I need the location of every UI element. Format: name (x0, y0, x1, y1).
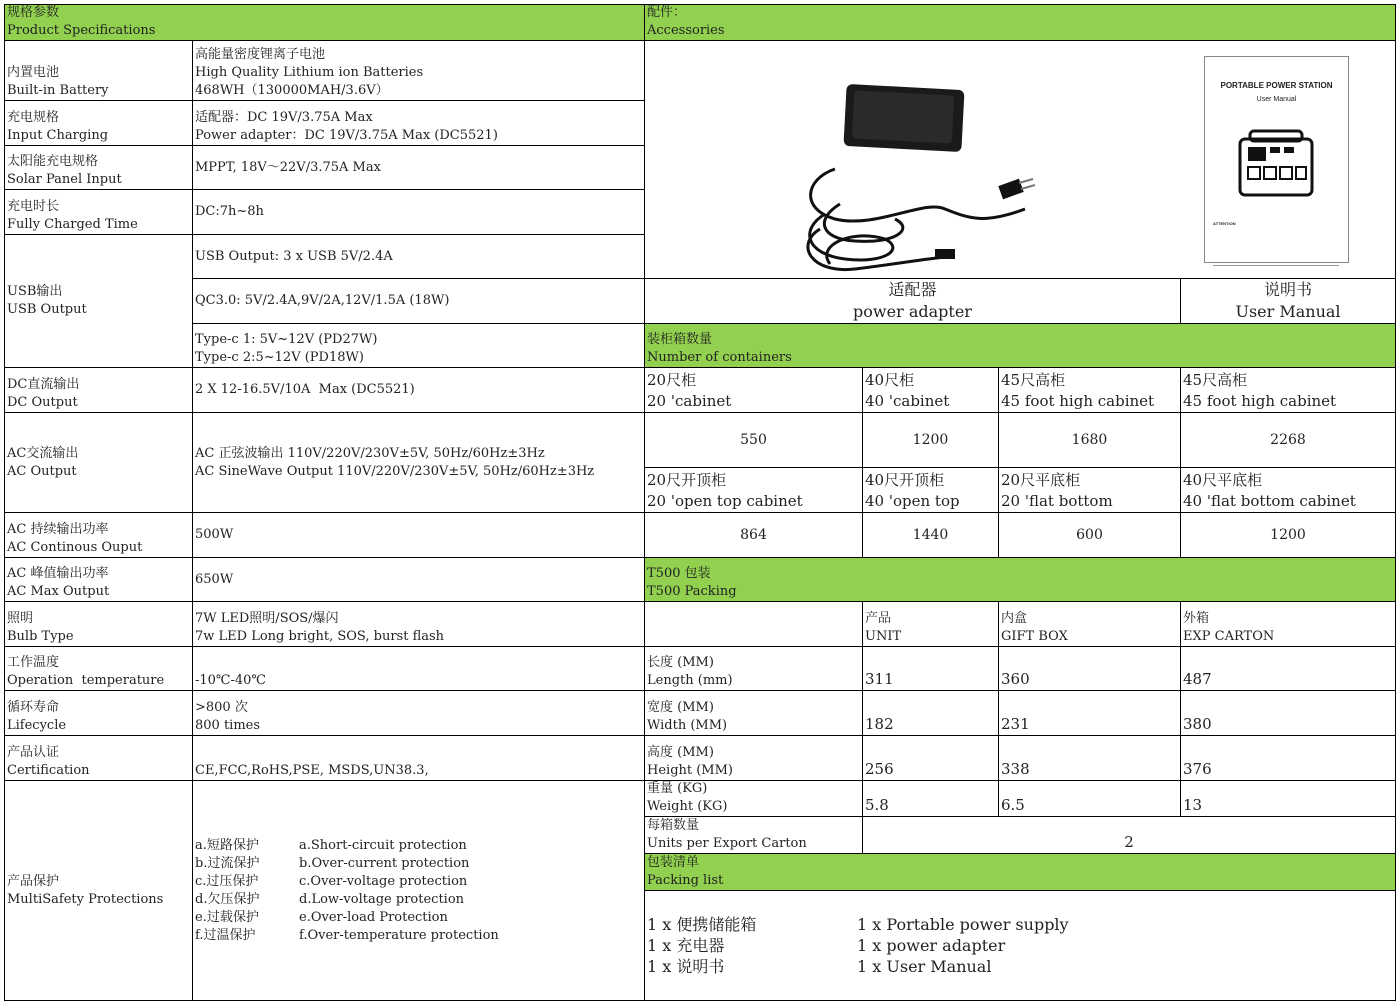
container-value-40ft-open: 1440 (862, 512, 999, 558)
power-adapter-image (795, 79, 1055, 279)
packing-height-unit: 256 (862, 735, 999, 781)
spec-value-battery: 高能量密度锂离子电池 High Quality Lithium ion Batteries 468WH（130000MAH/3.6V） (192, 40, 645, 101)
container-label-20ft: 20尺柜 20 'cabinet (644, 367, 863, 413)
spec-label-certification: 产品认证 Certification (4, 735, 193, 781)
packing-width-gift: 231 (998, 690, 1181, 736)
spec-value-lifecycle: >800 次 800 times (192, 690, 645, 736)
packing-col-unit: 产品 UNIT (862, 601, 999, 647)
spec-value-charge-time: DC:7h~8h (192, 189, 645, 235)
containers-header: 装柜箱数量 Number of containers (644, 323, 1396, 368)
list-item: 1 x 说明书 (647, 957, 725, 976)
packing-weight-unit: 5.8 (862, 780, 999, 817)
spec-label-usb: USB输出 USB Output (4, 234, 193, 368)
spec-label-bulb: 照明 Bulb Type (4, 601, 193, 647)
adapter-caption: 适配器 power adapter (644, 278, 1181, 324)
packing-weight-gift: 6.5 (998, 780, 1181, 817)
packing-length-unit: 311 (862, 646, 999, 691)
packing-length-gift: 360 (998, 646, 1181, 691)
spec-value-dc: 2 X 12-16.5V/10A Max (DC5521) (192, 367, 645, 413)
spec-header (4, 4, 645, 41)
accessories-image-area (644, 40, 1396, 279)
packing-width-carton: 380 (1180, 690, 1396, 736)
packing-units-value: 2 (862, 816, 1396, 854)
spec-value-temperature: -10℃-40℃ (192, 646, 645, 691)
spec-label-ac-continuous: AC 持续输出功率 AC Continous Ouput (4, 512, 193, 558)
packing-list-items (644, 890, 1396, 1001)
list-item: 1 x Portable power supply (857, 915, 1069, 934)
packing-list (647, 914, 1395, 977)
spec-label-temperature: 工作温度 Operation temperature (4, 646, 193, 691)
spec-value-ac-max: 650W (192, 557, 645, 602)
spec-value-usb-a: USB Output: 3 x USB 5V/2.4A (192, 234, 645, 279)
packing-height-carton: 376 (1180, 735, 1396, 781)
spec-value-solar: MPPT, 18V～22V/3.75A Max (192, 145, 645, 190)
accessories-header: 配件： Accessories (644, 4, 1396, 41)
container-label-40ft-open: 40尺开顶柜 40 'open top (862, 467, 999, 513)
spec-label-solar: 太阳能充电规格 Solar Panel Input (4, 145, 193, 190)
container-label-45ft-a: 45尺高柜 45 foot high cabinet (998, 367, 1181, 413)
spec-value-usb-typec: Type-c 1: 5V~12V (PD27W) Type-c 2:5~12V (PD18W) (192, 323, 645, 368)
spec-value-ac-continuous: 500W (192, 512, 645, 558)
list-item: 1 x 充电器 (647, 936, 725, 955)
packing-corner (644, 601, 863, 647)
spec-label-dc: DC直流输出 DC Output (4, 367, 193, 413)
container-value-45ft-a: 1680 (998, 412, 1181, 468)
packing-list-header: 包装清单 Packing list (644, 853, 1396, 891)
spec-label-charge-time: 充电时长 Fully Charged Time (4, 189, 193, 235)
spec-header-en: Product Specifications (7, 23, 156, 38)
spec-label-ac: AC交流输出 AC Output (4, 412, 193, 513)
packing-row-height-label: 高度 (MM) Height (MM) (644, 735, 863, 781)
power-station-icon (1236, 129, 1316, 199)
packing-units-label: 每箱数量 Units per Export Carton (644, 816, 863, 854)
spec-value-input: 适配器：DC 19V/3.75A Max Power adapter：DC 19V/3.75A Max (DC5521) (192, 100, 645, 146)
spec-value-protections (192, 780, 645, 1001)
spec-value-usb-qc: QC3.0: 5V/2.4A,9V/2A,12V/1.5A (18W) (192, 278, 645, 324)
spec-label-battery: 内置电池 Built-in Battery (4, 40, 193, 101)
spec-label-lifecycle: 循环寿命 Lifecycle (4, 690, 193, 736)
user-manual-image (1204, 56, 1349, 263)
spec-value-certification: CE,FCC,RoHS,PSE, MSDS,UN38.3, (192, 735, 645, 781)
spec-value-bulb: 7W LED照明/SOS/爆闪 7w LED Long bright, SOS, burst flash (192, 601, 645, 647)
spec-label-input: 充电规格 Input Charging (4, 100, 193, 146)
manual-cover-title: PORTABLE POWER STATION (1220, 81, 1333, 90)
manual-cover-fine-print (1213, 227, 1339, 279)
packing-row-length-label: 长度 (MM) Length (mm) (644, 646, 863, 691)
container-value-45ft-b: 2268 (1180, 412, 1396, 468)
packing-length-carton: 487 (1180, 646, 1396, 691)
container-label-20ft-flat: 20尺平底柜 20 'flat bottom (998, 467, 1181, 513)
spec-header-cn: 规格参数 (7, 5, 60, 20)
container-value-40ft-flat: 1200 (1180, 512, 1396, 558)
spec-label-ac-max: AC 峰值输出功率 AC Max Output (4, 557, 193, 602)
container-value-20ft-open: 864 (644, 512, 863, 558)
manual-cover-attention: ATTENTION (1213, 221, 1236, 226)
packing-header: T500 包装 T500 Packing (644, 557, 1396, 602)
packing-col-gift-box: 内盒 GIFT BOX (998, 601, 1181, 647)
container-label-40ft: 40尺柜 40 'cabinet (862, 367, 999, 413)
packing-row-width-label: 宽度 (MM) Width (MM) (644, 690, 863, 736)
packing-weight-carton: 13 (1180, 780, 1396, 817)
container-label-45ft-b: 45尺高柜 45 foot high cabinet (1180, 367, 1396, 413)
spec-value-ac: AC 正弦波输出 110V/220V/230V±5V, 50Hz/60Hz±3Hz AC SineWave Output 110V/220V/230V±5V, 50Hz/60Hz±3Hz (192, 412, 645, 513)
list-item: 1 x User Manual (857, 957, 992, 976)
packing-col-carton: 外箱 EXP CARTON (1180, 601, 1396, 647)
list-item: 1 x 便携储能箱 (647, 915, 757, 934)
packing-height-gift: 338 (998, 735, 1181, 781)
packing-width-unit: 182 (862, 690, 999, 736)
container-label-20ft-open: 20尺开顶柜 20 'open top cabinet (644, 467, 863, 513)
packing-row-weight-label: 重量 (KG) Weight (KG) (644, 780, 863, 817)
manual-caption: 说明书 User Manual (1180, 278, 1396, 324)
container-value-40ft: 1200 (862, 412, 999, 468)
container-value-20ft-flat: 600 (998, 512, 1181, 558)
container-value-20ft: 550 (644, 412, 863, 468)
manual-cover-subtitle: User Manual (1256, 96, 1297, 103)
container-label-40ft-flat: 40尺平底柜 40 'flat bottom cabinet (1180, 467, 1396, 513)
list-item: 1 x power adapter (857, 936, 1006, 955)
protection-list: a.短路保护 a.Short-circuit protection b.过流保护 b.Over-current protection c.过压保护 c.Over-voltage protection d.欠压保护 d.Low-voltage protection e.过载保护 e.Over-load Protection f.过温保护 f.Over-temperature protection (195, 837, 499, 943)
spec-label-protections: 产品保护 MultiSafety Protections (4, 780, 193, 1001)
